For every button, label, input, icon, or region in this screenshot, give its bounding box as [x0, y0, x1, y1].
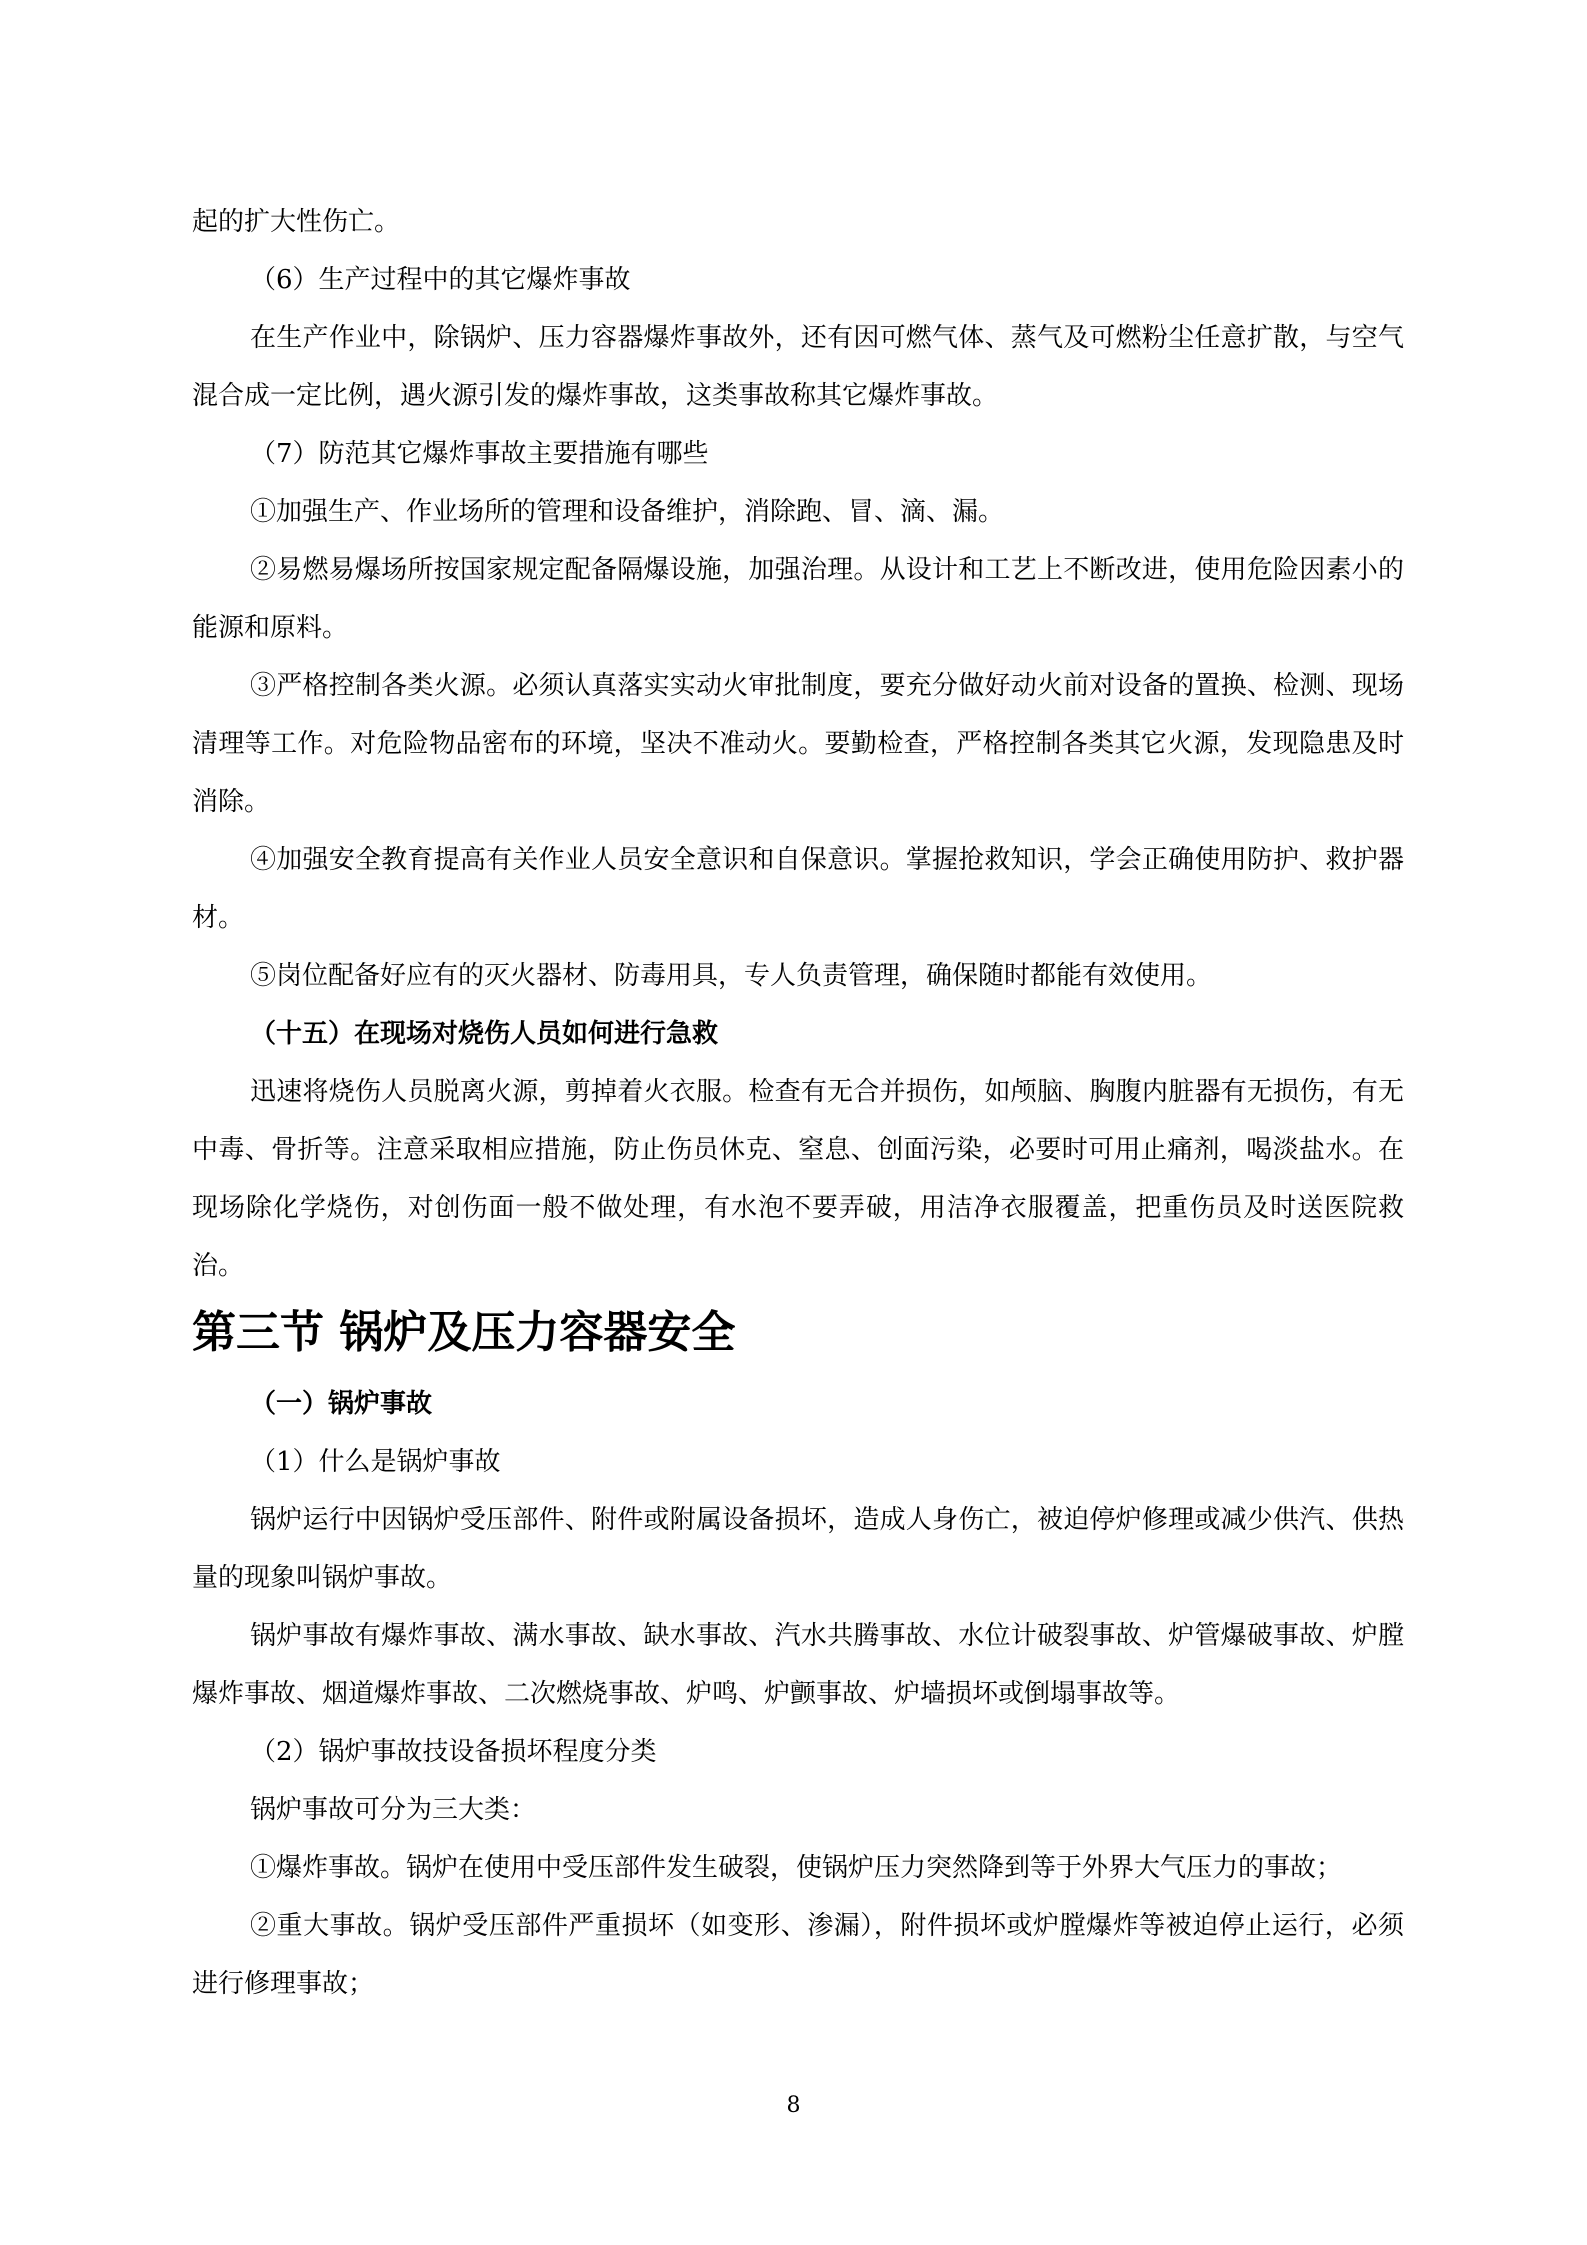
- paragraph: （7）防范其它爆炸事故主要措施有哪些: [250, 439, 709, 469]
- paragraph: （1）什么是锅炉事故: [250, 1447, 501, 1477]
- paragraph: ②重大事故。锅炉受压部件严重损坏（如变形、渗漏），附件损坏或炉膛爆炸等被迫停止运行，必须进行修理事故；: [192, 1911, 1404, 1999]
- paragraph: 锅炉事故有爆炸事故、满水事故、缺水事故、汽水共腾事故、水位计破裂事故、炉管爆破事故、炉膛爆炸事故、烟道爆炸事故、二次燃烧事故、炉鸣、炉颤事故、炉墙损坏或倒塌事故等。: [192, 1621, 1404, 1709]
- paragraph: ①爆炸事故。锅炉在使用中受压部件发生破裂，使锅炉压力突然降到等于外界大气压力的事故；: [250, 1853, 1343, 1883]
- paragraph: ⑤岗位配备好应有的灭火器材、防毒用具，专人负责管理，确保随时都能有效使用。: [250, 961, 1213, 991]
- paragraph: 锅炉事故可分为三大类：: [250, 1795, 537, 1825]
- paragraph: 锅炉运行中因锅炉受压部件、附件或附属设备损坏，造成人身伤亡，被迫停炉修理或减少供汽、供热量的现象叫锅炉事故。: [192, 1505, 1404, 1593]
- page-number: 8: [786, 2093, 801, 2118]
- paragraph: 在生产作业中，除锅炉、压力容器爆炸事故外，还有因可燃气体、蒸气及可燃粉尘任意扩散，与空气混合成一定比例，遇火源引发的爆炸事故，这类事故称其它爆炸事故。: [192, 323, 1404, 411]
- paragraph: ①加强生产、作业场所的管理和设备维护，消除跑、冒、滴、漏。: [250, 497, 1005, 527]
- paragraph: ②易燃易爆场所按国家规定配备隔爆设施，加强治理。从设计和工艺上不断改进，使用危险因素小的能源和原料。: [192, 555, 1404, 643]
- subheading: （十五）在现场对烧伤人员如何进行急救: [250, 1019, 719, 1049]
- paragraph: ④加强安全教育提高有关作业人员安全意识和自保意识。掌握抢救知识，学会正确使用防护、救护器材。: [192, 845, 1404, 933]
- paragraph: ③严格控制各类火源。必须认真落实实动火审批制度，要充分做好动火前对设备的置换、检测、现场清理等工作。对危险物品密布的环境，坚决不准动火。要勤检查，严格控制各类其它火源，发现隐患及时消除。: [192, 671, 1404, 817]
- paragraph: （6）生产过程中的其它爆炸事故: [250, 265, 631, 295]
- paragraphs-before-section: [192, 193, 1404, 1295]
- paragraph: （2）锅炉事故技设备损坏程度分类: [250, 1737, 657, 1767]
- paragraphs-after-section: [192, 1375, 1404, 2013]
- paragraph: 起的扩大性伤亡。: [192, 207, 401, 237]
- page-content: [192, 193, 1404, 2013]
- section-title: 第三节 锅炉及压力容器安全: [192, 1307, 736, 1358]
- paragraph: 迅速将烧伤人员脱离火源，剪掉着火衣服。检查有无合并损伤，如颅脑、胸腹内脏器有无损伤，有无中毒、骨折等。注意采取相应措施，防止伤员休克、窒息、创面污染，必要时可用止痛剂，喝淡盐水。在现场除化学烧伤，对创伤面一般不做处理，有水泡不要弄破，用洁净衣服覆盖，把重伤员及时送医院救治。: [192, 1077, 1404, 1281]
- subheading: （一）锅炉事故: [250, 1389, 433, 1419]
